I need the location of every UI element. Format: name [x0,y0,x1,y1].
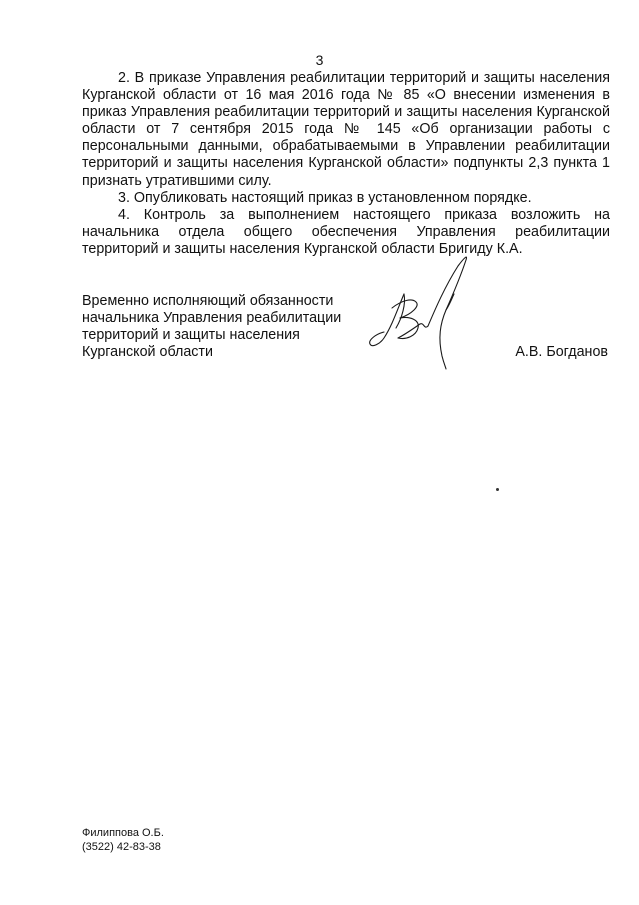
executor-phone: (3522) 42-83-38 [82,841,161,853]
position-line: Курганской области [82,344,213,361]
handwritten-signature [362,248,502,370]
paragraph-2: 2. В приказе Управления реабилитации территорий и защиты населения Курганской области от 16 мая 2016 года № 85 «О внесении изменения в приказ Управления реабилитации территорий и защиты населения Курганской области от 7 сентября 2015 года № 145 «Об организации работы с персональными данными, обрабатываемыми в Управлении реабилитации территорий и защиты населения Курганской области» подпункты 2,3 пункта 1 признать утратившими силу. [82,70,610,189]
position-line: начальника Управления реабилитации [82,310,342,327]
scan-speck [496,488,499,491]
signatory-position [82,293,362,361]
position-line: территорий и защиты населения [82,327,300,344]
paragraph-3: 3. Опубликовать настоящий приказ в установленном порядке. [118,189,532,206]
document-body [82,70,610,258]
executor-name: Филиппова О.Б. [82,827,164,839]
paragraph-4: 4. Контроль за выполнением настоящего приказа возложить на начальника отдела общего обеспечения Управления реабилитации территорий и защиты населения Курганской области Бригиду К.А. [82,206,610,257]
signer-name: А.В. Богданов [515,344,608,360]
position-line: Временно исполняющий обязанности [82,293,334,309]
page-number: 3 [315,52,324,68]
executor-info [82,826,164,854]
